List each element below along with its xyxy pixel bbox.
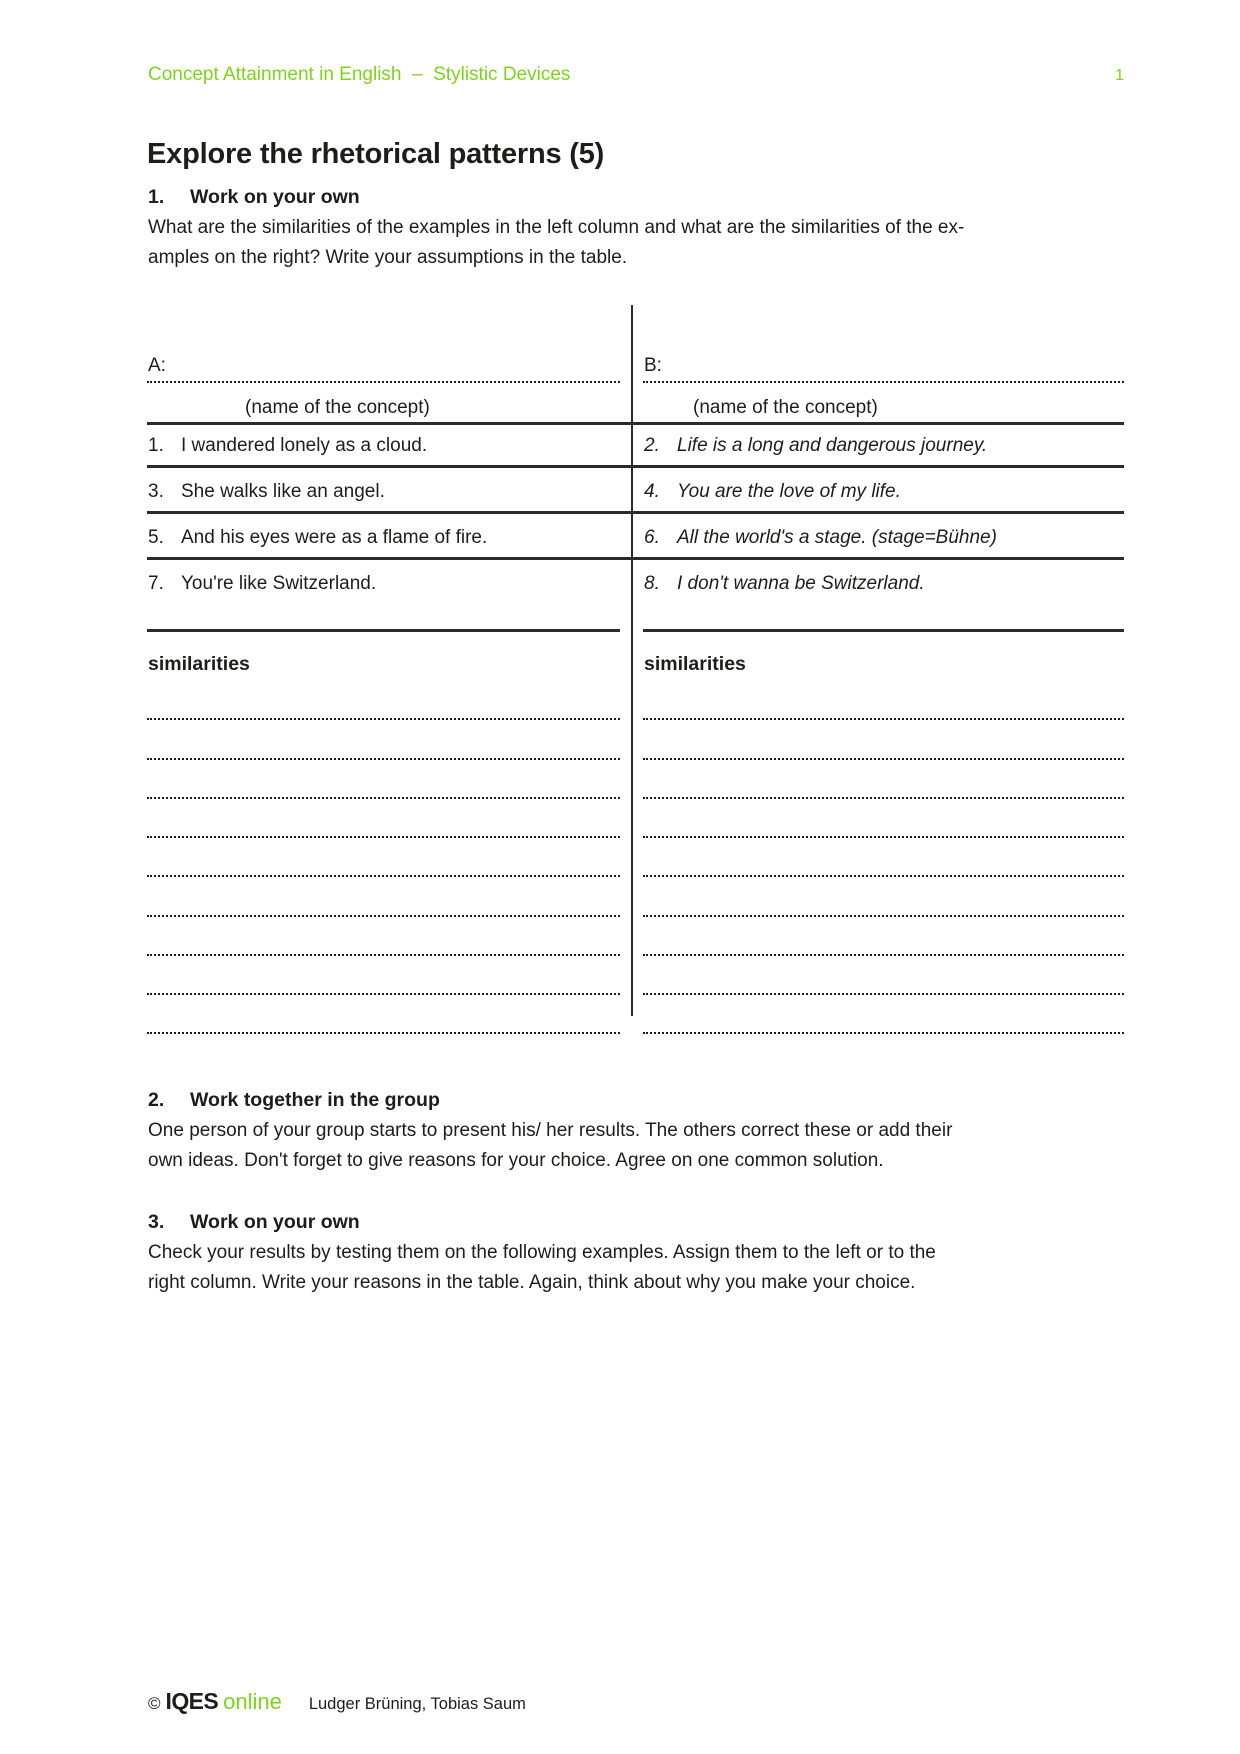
writing-lines <box>643 681 1124 1034</box>
example-item <box>148 481 620 503</box>
write-in-underline <box>643 629 1124 632</box>
section-3-title: Work on your own <box>190 1211 360 1233</box>
copyright-symbol: © <box>148 1694 161 1713</box>
writing-line <box>643 799 1124 838</box>
writing-line <box>643 956 1124 995</box>
column-a <box>147 305 620 1017</box>
section-3-paragraph-line: right column. Write your reasons in the table. Again, think about why you make your choice. <box>148 1272 916 1293</box>
example-item <box>644 527 1124 549</box>
similarities-heading: similarities <box>644 653 746 675</box>
writing-line <box>147 838 620 877</box>
example-number: 2. <box>644 435 660 456</box>
section-3-paragraph-line: Check your results by testing them on the following examples. Assign them to the left or to the <box>148 1242 936 1263</box>
section-2-paragraph-line: One person of your group starts to present his/ her results. The others correct these or add their <box>148 1120 953 1141</box>
column-a-label: A: <box>148 355 166 376</box>
writing-line <box>643 760 1124 799</box>
page-footer <box>148 1688 526 1715</box>
column-b-caption: (name of the concept) <box>693 397 878 418</box>
writing-line <box>147 917 620 956</box>
iqes-logo-online: online <box>223 1689 282 1714</box>
concept-name-blank-line <box>643 381 1124 383</box>
example-number: 6. <box>644 527 660 548</box>
writing-line <box>147 956 620 995</box>
section-3-number: 3. <box>148 1211 165 1233</box>
column-a-caption: (name of the concept) <box>245 397 430 418</box>
page-header <box>148 64 1124 86</box>
section-1-heading <box>148 186 360 209</box>
writing-line <box>643 917 1124 956</box>
writing-line <box>147 877 620 916</box>
example-item <box>148 527 620 549</box>
writing-line <box>643 995 1124 1034</box>
header-title: Concept Attainment in English – Stylistic Devices <box>148 64 571 85</box>
example-item <box>148 573 620 595</box>
example-text: All the world's a stage. (stage=Bühne) <box>677 527 997 548</box>
example-item <box>644 435 1124 457</box>
writing-line <box>147 720 620 759</box>
example-text: You're like Switzerland. <box>181 573 377 594</box>
section-2-number: 2. <box>148 1089 165 1111</box>
writing-line <box>643 838 1124 877</box>
example-text: And his eyes were as a flame of fire. <box>181 527 488 548</box>
section-2-paragraph-line: own ideas. Don't forget to give reasons for your choice. Agree on one common solution. <box>148 1150 884 1171</box>
example-text: She walks like an angel. <box>181 481 385 502</box>
example-item <box>148 435 620 457</box>
section-2-heading <box>148 1089 440 1112</box>
writing-line <box>147 760 620 799</box>
page-number: 1 <box>1115 67 1124 84</box>
example-number: 3. <box>148 481 164 502</box>
concept-name-blank-line <box>147 381 620 383</box>
writing-line <box>643 720 1124 759</box>
example-number: 1. <box>148 435 164 456</box>
example-text: I wandered lonely as a cloud. <box>181 435 428 456</box>
writing-line <box>147 681 620 720</box>
writing-line <box>643 877 1124 916</box>
example-text: Life is a long and dangerous journey. <box>677 435 988 456</box>
example-item <box>644 481 1124 503</box>
section-1-number: 1. <box>148 186 165 208</box>
writing-lines <box>147 681 620 1034</box>
writing-line <box>643 681 1124 720</box>
section-1-paragraph-line: What are the similarities of the examples in the left column and what are the similarities of the ex- <box>148 217 965 238</box>
document-title: Explore the rhetorical patterns (5) <box>147 138 605 170</box>
section-3-heading <box>148 1211 360 1234</box>
authors: Ludger Brüning, Tobias Saum <box>308 1695 526 1713</box>
writing-line <box>147 799 620 838</box>
example-text: You are the love of my life. <box>677 481 901 502</box>
similarities-heading: similarities <box>148 653 250 675</box>
example-text: I don't wanna be Switzerland. <box>677 573 925 594</box>
example-number: 4. <box>644 481 660 502</box>
section-1-paragraph-line: amples on the right? Write your assumptions in the table. <box>148 247 628 268</box>
column-b-label: B: <box>644 355 662 376</box>
section-2-title: Work together in the group <box>190 1089 440 1111</box>
comparison-table <box>147 305 1124 1017</box>
example-number: 7. <box>148 573 164 594</box>
writing-line <box>147 995 620 1034</box>
column-divider-line <box>631 305 633 1016</box>
column-b <box>643 305 1124 1017</box>
example-number: 5. <box>148 527 164 548</box>
write-in-underline <box>147 629 620 632</box>
iqes-logo: IQES <box>165 1688 219 1714</box>
example-item <box>644 573 1124 595</box>
example-number: 8. <box>644 573 660 594</box>
section-1-title: Work on your own <box>190 186 360 208</box>
